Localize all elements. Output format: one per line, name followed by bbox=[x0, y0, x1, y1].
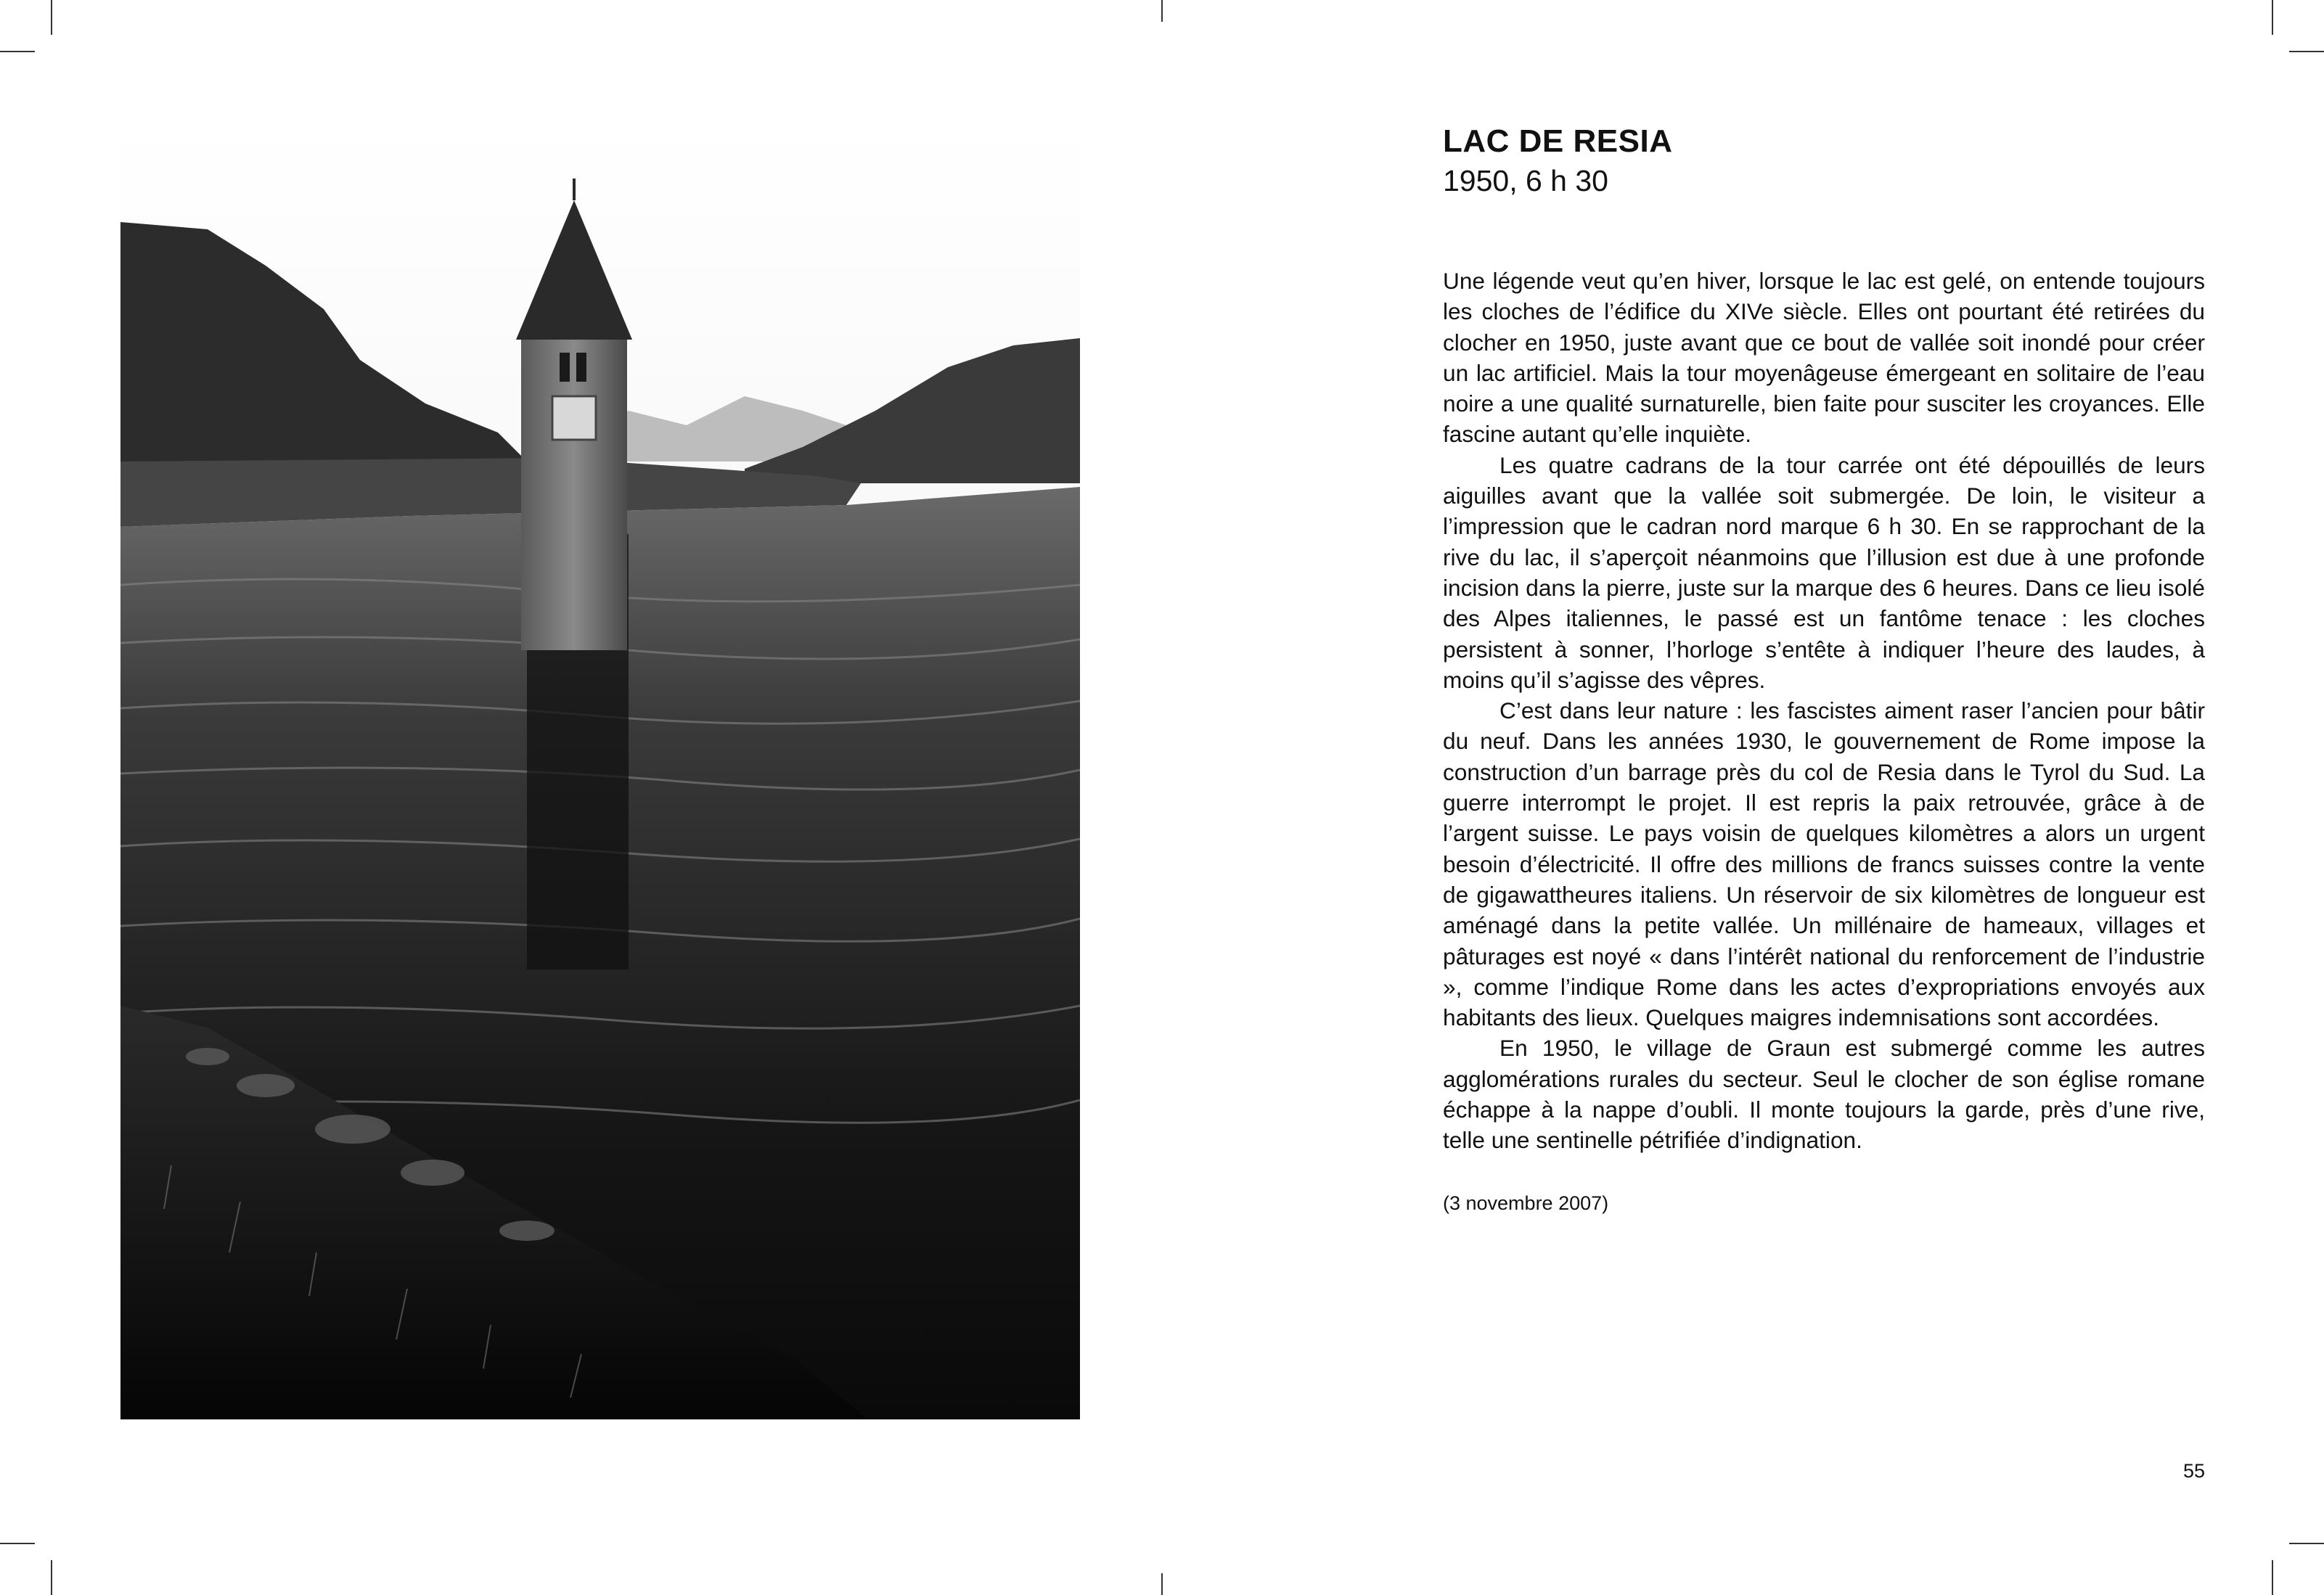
photo-illustration bbox=[120, 120, 1080, 1419]
paragraph: C’est dans leur nature : les fascistes aiment raser l’ancien pour bâtir du neuf. Dans les années 1930, le gouvernement de Rome impose la construction d’un barrage près du col de Resia dans le Tyrol du Sud. La guerre interrompt le projet. Il est repris la paix retrouvée, grâce à de l’argent suisse. Le pays voisin de quelques kilomètres a alors un urgent besoin d’électricité. Il offre des millions de francs suisses contre la vente de gigawattheures italiens. Un réservoir de six kilomètres de longueur est aménagé dans la petite vallée. Un millénaire de hameaux, villages et pâturages est noyé « dans l’intérêt national du renforcement de l’industrie », comme l’indique Rome dans les actes d’expropriations envoyés aux habitants des lieux. Quelques maigres indemnisations sont accordées. bbox=[1443, 697, 2205, 1031]
article-subtitle: 1950, 6 h 30 bbox=[1443, 164, 1608, 197]
crop-mark bbox=[0, 51, 35, 52]
article-body bbox=[1443, 266, 2205, 1156]
crop-mark bbox=[2289, 1543, 2324, 1544]
clock-face bbox=[552, 396, 596, 440]
article-dateline: (3 novembre 2007) bbox=[1443, 1192, 1609, 1214]
tower-window bbox=[560, 353, 570, 382]
bell-tower bbox=[521, 338, 627, 650]
crop-mark bbox=[1161, 1573, 1163, 1595]
crop-mark bbox=[51, 1560, 52, 1595]
crop-mark bbox=[51, 0, 52, 35]
article-column bbox=[1443, 122, 2205, 1215]
crop-mark bbox=[2272, 1560, 2273, 1595]
paragraph: Les quatre cadrans de la tour carrée ont été dépouillés de leurs aiguilles avant que la vallée soit submergée. De loin, le visiteur a l’impression que le cadran nord marque 6 h 30. En se rapprochant de la rive du lac, il s’aperçoit néanmoins que l’illusion est due à une profonde incision dans la pierre, juste sur la marque des 6 heures. Dans ce lieu isolé des Alpes italiennes, le passé est un fantôme tenace : les cloches persistent à sonner, l’horloge s’entête à indiquer l’heure des laudes, à moins qu’il s’agisse des vêpres. bbox=[1443, 451, 2205, 693]
article-title: LAC DE RESIA bbox=[1443, 123, 1673, 159]
paragraph: En 1950, le village de Graun est submergé comme les autres agglomérations rurales du secteur. Seul le clocher de son église romane échappe à la nappe d’oubli. Il monte toujours la garde, près d’une rive, telle une sentinelle pétrifiée d’indignation. bbox=[1443, 1035, 2205, 1154]
page-number: 55 bbox=[2182, 1460, 2205, 1482]
crop-mark bbox=[1161, 0, 1163, 22]
crop-mark bbox=[0, 1543, 35, 1544]
paragraph: Une légende veut qu’en hiver, lorsque le lac est gelé, on entende toujours les cloches de l’édifice du XIVe siècle. Elles ont pourtant été retirées du clocher en 1950, juste avant que ce bout de vallée soit inondé pour créer un lac artificiel. Mais la tour moyenâgeuse émergeant en solitaire de l’eau noire a une qualité surnaturelle, bien faite pour susciter les croyances. Elle fascine autant qu’elle inquiète. bbox=[1443, 268, 2205, 448]
tower-window bbox=[576, 353, 586, 382]
photo-submerged-bell-tower bbox=[120, 120, 1080, 1419]
crop-mark bbox=[2289, 51, 2324, 52]
crop-mark bbox=[2272, 0, 2273, 35]
